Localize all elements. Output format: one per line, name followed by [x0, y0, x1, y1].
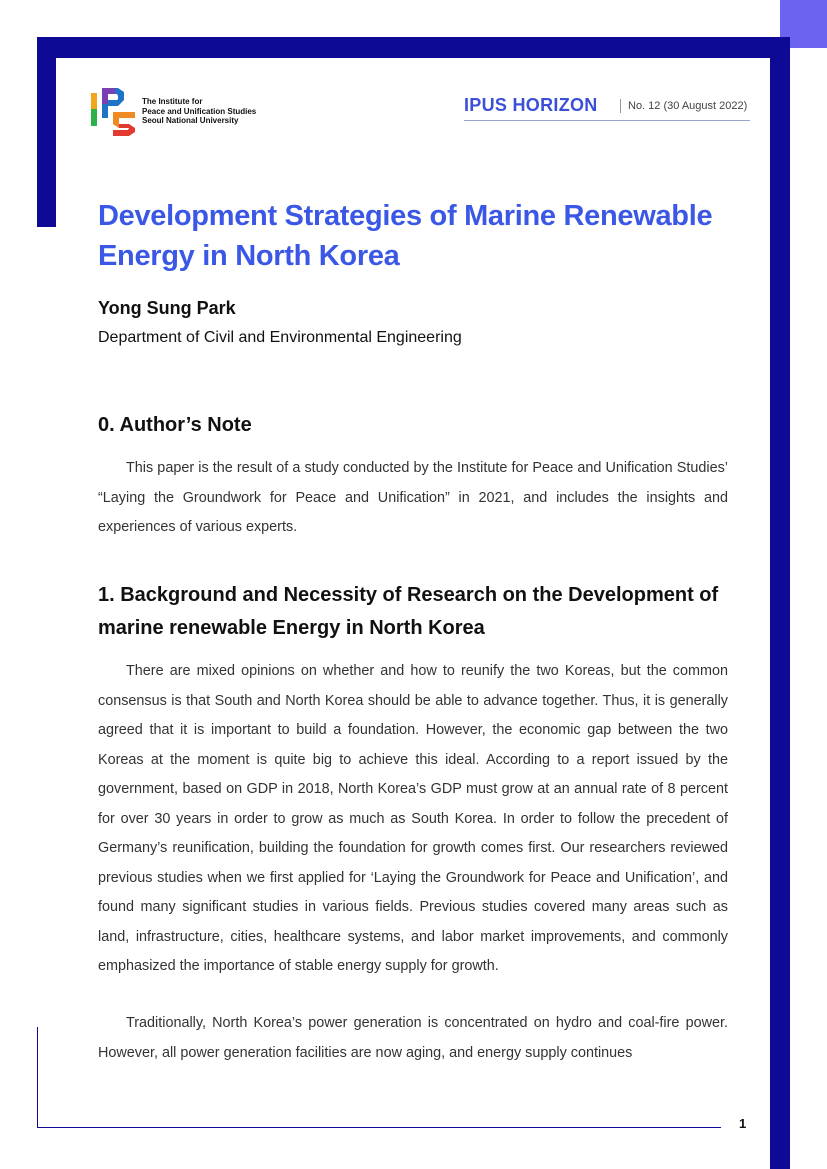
frame-top-bar — [37, 37, 790, 58]
background-paragraph-1: There are mixed opinions on whether and how to reunify the two Koreas, but the common consensus is that South and North Korea should be able to advance together. Thus, it is generally agreed that it is important to build a foundation. However, the economic gap between the two Koreas at the moment is quite big to achieve this ideal. According to a report issued by the government, based on GDP in 2018, North Korea’s GDP must grow at an annual rate of 8 percent for over 30 years in order to grow as much as South Korea. In order to follow the precedent of Germany’s reunification, building the foundation for growth comes first. Our researchers reviewed previous studies when we first applied for ‘Laying the Groundwork for Peace and Unification’, and found many significant studies in various fields. Previous studies covered many areas such as land, infrastructure, cities, healthcare systems, and labor market improvements, and commonly emphasized the importance of stable energy supply for growth. — [98, 663, 728, 974]
page-title: Development Strategies of Marine Renewable Energy in North Korea — [98, 200, 713, 272]
issue-info: No. 12 (30 August 2022) — [628, 100, 748, 112]
footer-left-rule — [37, 1027, 38, 1128]
issue-separator — [620, 99, 621, 113]
background-paragraph-2: Traditionally, North Korea’s power generation is concentrated on hydro and coal-fire power. However, all power generation facilities are now aging, and energy supply continues — [98, 1015, 728, 1061]
institute-line-3: Seoul National University — [142, 116, 239, 125]
footer-rule — [37, 1127, 721, 1128]
publication-brand: IPUS HORIZON — [464, 95, 598, 115]
frame-right-bar — [770, 37, 790, 1169]
authors-note-paragraph: This paper is the result of a study conducted by the Institute for Peace and Unification Studies’ “Laying the Groundwork for Peace and Unification” in 2021, and includes the insights and experiences of various experts. — [98, 460, 728, 535]
author-department: Department of Civil and Environmental Engineering — [98, 329, 462, 346]
institute-line-2: Peace and Unification Studies — [142, 106, 257, 116]
page-number: 1 — [739, 1116, 747, 1131]
section-heading-background: 1. Background and Necessity of Research on the Development of marine renewable Energy in North Korea — [98, 584, 719, 639]
section-heading-authors-note: 0. Author’s Note — [98, 414, 252, 436]
institute-name — [142, 97, 256, 126]
ipus-logo-icon — [91, 84, 137, 136]
author-name: Yong Sung Park — [98, 298, 236, 318]
header-rule — [464, 120, 750, 121]
institute-line-1: The Institute for — [142, 97, 203, 106]
frame-left-bar — [37, 37, 56, 227]
